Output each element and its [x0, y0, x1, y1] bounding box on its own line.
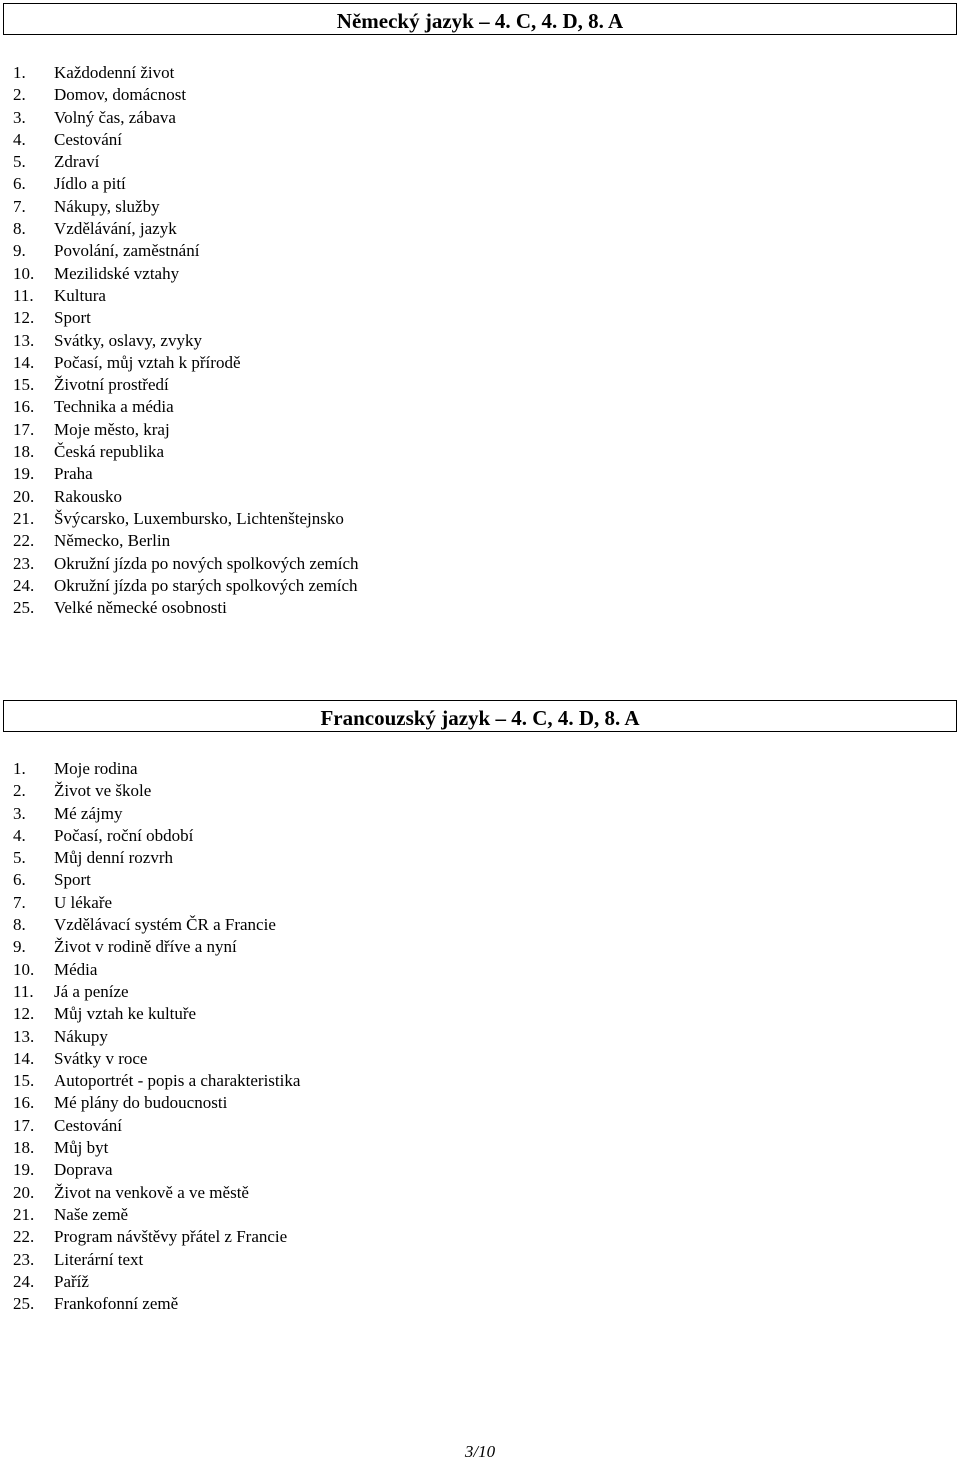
french-section-title: Francouzský jazyk – 4. C, 4. D, 8. A — [320, 706, 640, 730]
list-item-label: Sport — [54, 870, 91, 890]
list-item — [13, 508, 359, 530]
list-item-label: Německo, Berlin — [54, 531, 171, 551]
list-item — [13, 1048, 300, 1070]
list-item-label: Cestování — [54, 1115, 122, 1135]
list-item-label: Život ve škole — [54, 781, 152, 801]
list-item — [13, 1204, 300, 1226]
list-item-label: Technika a média — [54, 397, 174, 417]
list-item — [13, 936, 300, 958]
list-item-number: 14. — [13, 352, 35, 372]
list-item-number: 3. — [13, 803, 26, 823]
list-item — [13, 892, 300, 914]
list-item-number: 13. — [13, 330, 35, 350]
list-item-number: 24. — [13, 575, 35, 595]
list-item — [13, 597, 359, 619]
list-item-label: Doprava — [54, 1160, 113, 1180]
list-item-label: Svátky v roce — [54, 1048, 148, 1068]
list-item — [13, 1182, 300, 1204]
list-item — [13, 847, 300, 869]
list-item — [13, 1092, 300, 1114]
list-item-number: 4. — [13, 825, 26, 845]
french-topic-list — [13, 758, 300, 1315]
list-item-label: Moje město, kraj — [54, 419, 170, 439]
list-item-label: Svátky, oslavy, zvyky — [54, 330, 202, 350]
list-item-number: 3. — [13, 107, 26, 127]
list-item — [13, 374, 359, 396]
list-item — [13, 914, 300, 936]
list-item-label: Moje rodina — [54, 759, 138, 778]
list-item-number: 23. — [13, 1249, 35, 1269]
list-item-label: Okružní jízda po starých spolkových zemích — [54, 575, 358, 595]
list-item-label: Okružní jízda po nových spolkových zemích — [54, 553, 359, 573]
list-item — [13, 959, 300, 981]
list-item-label: Literární text — [54, 1249, 144, 1269]
list-item — [13, 151, 359, 173]
list-item-label: Mé zájmy — [54, 803, 123, 823]
list-item-number: 18. — [13, 1138, 35, 1158]
list-item-number: 13. — [13, 1026, 35, 1046]
list-item — [13, 1026, 300, 1048]
list-item-number: 5. — [13, 848, 26, 868]
list-item-label: Média — [54, 959, 98, 979]
list-item-number: 8. — [13, 915, 26, 935]
list-item — [13, 419, 359, 441]
list-item — [13, 84, 359, 106]
list-item — [13, 1271, 300, 1293]
list-item — [13, 575, 359, 597]
list-item — [13, 107, 359, 129]
list-item — [13, 129, 359, 151]
list-item-number: 25. — [13, 598, 35, 618]
list-item-label: Zdraví — [54, 152, 100, 172]
list-item — [13, 1226, 300, 1248]
list-item-number: 22. — [13, 1227, 35, 1247]
list-item-label: Počasí, roční období — [54, 825, 194, 845]
list-item — [13, 330, 359, 352]
list-item-label: Švýcarsko, Luxembursko, Lichtenštejnsko — [54, 508, 344, 528]
list-item-number: 4. — [13, 129, 26, 149]
list-item — [13, 758, 300, 780]
list-item-number: 10. — [13, 959, 35, 979]
french-section-header — [3, 700, 957, 732]
list-item-label: Já a peníze — [54, 981, 129, 1001]
list-item-number: 11. — [13, 981, 34, 1001]
list-item-label: Velké německé osobnosti — [54, 598, 227, 618]
list-item-number: 19. — [13, 1160, 35, 1180]
list-item-label: Nákupy — [54, 1026, 108, 1046]
list-item-label: Domov, domácnost — [54, 85, 187, 105]
german-topic-list — [13, 62, 359, 619]
list-item — [13, 1293, 300, 1315]
list-item — [13, 486, 359, 508]
list-item-number: 16. — [13, 397, 35, 417]
list-item-number: 20. — [13, 486, 35, 506]
list-item — [13, 463, 359, 485]
list-item-number: 2. — [13, 781, 26, 801]
list-item — [13, 1159, 300, 1181]
list-item-label: Mezilidské vztahy — [54, 263, 180, 283]
list-item-number: 21. — [13, 1204, 35, 1224]
list-item-label: Volný čas, zábava — [54, 107, 176, 127]
list-item-number: 9. — [13, 241, 26, 261]
list-item-number: 20. — [13, 1182, 35, 1202]
list-item-number: 15. — [13, 1071, 35, 1091]
list-item-number: 17. — [13, 1115, 35, 1135]
list-item-number: 8. — [13, 219, 26, 239]
list-item-label: Praha — [54, 464, 93, 484]
german-section-title: Německý jazyk – 4. C, 4. D, 8. A — [336, 9, 624, 33]
list-item-label: Povolání, zaměstnání — [54, 241, 200, 261]
list-item — [13, 396, 359, 418]
list-item-number: 18. — [13, 442, 35, 462]
list-item-label: Můj byt — [54, 1138, 109, 1158]
list-item — [13, 1115, 300, 1137]
list-item — [13, 553, 359, 575]
list-item — [13, 218, 359, 240]
list-item-label: Paříž — [54, 1271, 89, 1291]
list-item-label: Můj vztah ke kultuře — [54, 1004, 197, 1024]
list-item-label: Můj denní rozvrh — [54, 848, 173, 868]
list-item-number: 10. — [13, 263, 35, 283]
list-item — [13, 1249, 300, 1271]
list-item-number: 1. — [13, 63, 26, 82]
list-item-number: 16. — [13, 1093, 35, 1113]
list-item — [13, 62, 359, 84]
list-item-label: Sport — [54, 308, 91, 328]
list-item — [13, 825, 300, 847]
list-item-label: Autoportrét - popis a charakteristika — [54, 1071, 301, 1091]
list-item-label: Naše země — [54, 1204, 129, 1224]
list-item-label: Život na venkově a ve městě — [54, 1182, 249, 1202]
list-item-label: Mé plány do budoucnosti — [54, 1093, 228, 1113]
list-item-label: Každodenní život — [54, 63, 175, 82]
list-item-number: 12. — [13, 1004, 35, 1024]
list-item-number: 22. — [13, 531, 35, 551]
list-item — [13, 1070, 300, 1092]
list-item-number: 21. — [13, 508, 35, 528]
list-item-label: Rakousko — [54, 486, 122, 506]
list-item-number: 17. — [13, 419, 35, 439]
list-item-number: 23. — [13, 553, 35, 573]
list-item — [13, 240, 359, 262]
list-item-label: Vzdělávání, jazyk — [54, 219, 177, 239]
list-item-number: 19. — [13, 464, 35, 484]
list-item — [13, 780, 300, 802]
list-item-number: 9. — [13, 937, 26, 957]
list-item-label: Česká republika — [54, 442, 164, 462]
list-item-label: Jídlo a pití — [54, 174, 126, 194]
list-item — [13, 263, 359, 285]
list-item — [13, 869, 300, 891]
list-item-number: 5. — [13, 152, 26, 172]
list-item-number: 11. — [13, 285, 34, 305]
list-item — [13, 1137, 300, 1159]
list-item-label: Nákupy, služby — [54, 196, 160, 216]
list-item-label: Program návštěvy přátel z Francie — [54, 1227, 288, 1247]
page-number: 3/10 — [464, 1442, 496, 1461]
list-item-label: Životní prostředí — [54, 375, 169, 395]
list-item-number: 6. — [13, 870, 26, 890]
list-item-label: Kultura — [54, 285, 106, 305]
list-item — [13, 803, 300, 825]
list-item — [13, 441, 359, 463]
german-section-header — [3, 3, 957, 35]
list-item-number: 15. — [13, 375, 35, 395]
list-item-number: 1. — [13, 759, 26, 778]
list-item-number: 2. — [13, 85, 26, 105]
list-item-number: 12. — [13, 308, 35, 328]
list-item-number: 24. — [13, 1271, 35, 1291]
list-item-number: 7. — [13, 892, 26, 912]
list-item — [13, 285, 359, 307]
list-item-number: 25. — [13, 1294, 35, 1314]
list-item-label: Cestování — [54, 129, 122, 149]
list-item — [13, 1003, 300, 1025]
list-item — [13, 196, 359, 218]
list-item-number: 7. — [13, 196, 26, 216]
list-item-label: Život v rodině dříve a nyní — [54, 937, 237, 957]
list-item — [13, 307, 359, 329]
list-item-label: U lékaře — [54, 892, 113, 912]
list-item — [13, 981, 300, 1003]
list-item-label: Počasí, můj vztah k přírodě — [54, 352, 241, 372]
list-item — [13, 173, 359, 195]
list-item-number: 6. — [13, 174, 26, 194]
list-item — [13, 530, 359, 552]
list-item-number: 14. — [13, 1048, 35, 1068]
list-item — [13, 352, 359, 374]
list-item-label: Vzdělávací systém ČR a Francie — [54, 915, 276, 935]
list-item-label: Frankofonní země — [54, 1294, 179, 1314]
